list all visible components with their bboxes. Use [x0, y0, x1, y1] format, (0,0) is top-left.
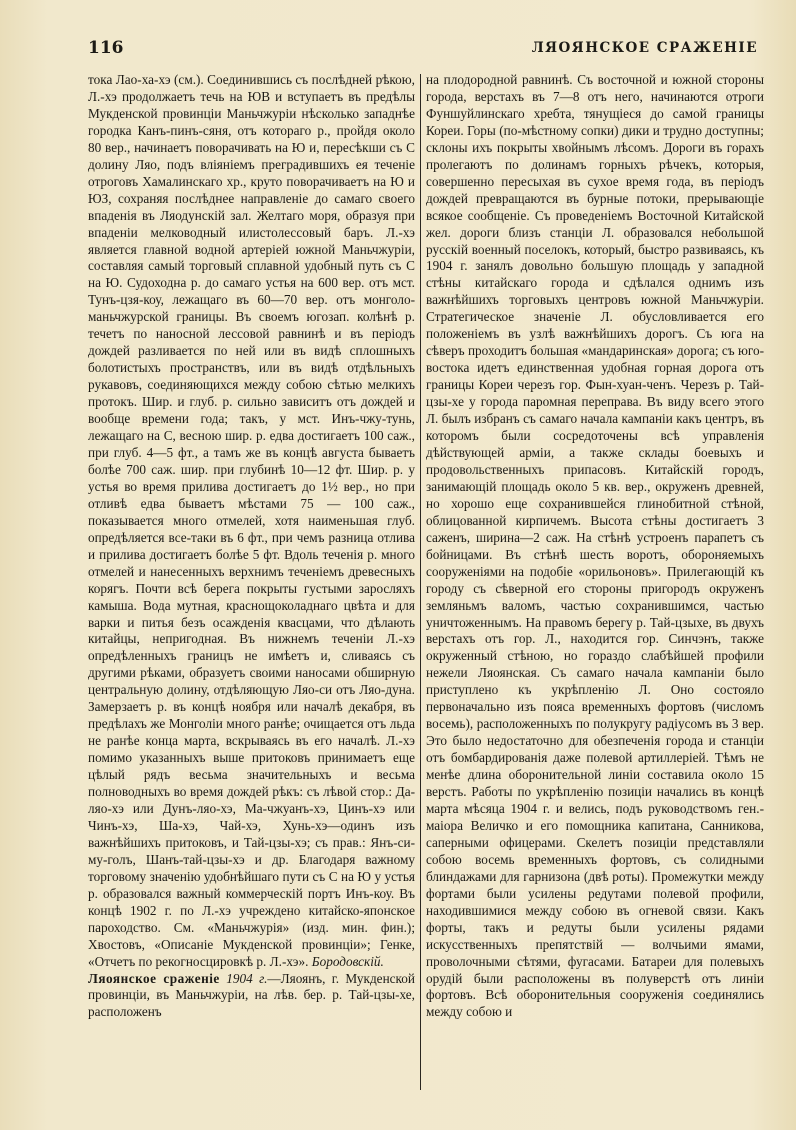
- entry-text: —Ляоянъ, г. Мукденской провинціи, въ Маньчжуріи, на лѣв. бер. р. Тай-цзы-хе, расположенъ: [88, 970, 415, 1020]
- paragraph: [88, 72, 415, 971]
- paragraph-text: тока Лао-ха-хэ (см.). Соединившись съ послѣдней рѣкою, Л.-хэ продолжаетъ течь на ЮВ и вступаетъ въ предѣлы Мукденской провинціи Маньчжуріи нѣсколько западнѣе городка Канъ-пинъ-сяня, отъ котораго р., пройдя около 80 вер., начинаетъ поворачивать на Ю и, пересѣкши съ С долину Ляо, подъ вліяніемъ преградившихъ ея теченіе отроговъ Хамалинскаго хр., круто поворачиваетъ на Ю и ЮЗ, сохраняя послѣднее направленіе до самаго своего впаденія въ Ляодунскій зал. Желтаго моря, образуя при впаденіи мелководный илистолессовый баръ. Л.-хэ является главной водной артеріей южной Маньчжуріи, составляя самый торговый сплавной удобный путь съ С на Ю. Судоходна р. до самаго устья на 600 вер. отъ мст. Тунъ-цзя-коу, лежащаго въ 60—70 вер. отъ монголо-маньчжурской границы. Въ своемъ югозап. колѣнѣ р. течетъ по наносной лессовой равнинѣ и въ періодъ дождей разливается по ней или въ видѣ сплошныхъ болотистыхъ пространствъ, или въ видѣ отдѣльныхъ рукавовъ, соединяющихся между собою сѣтью мелкихъ протокъ. Шир. и глуб. р. сильно зависитъ отъ дождей и вообще времени года; такъ, у мст. Инъ-чжу-тунь, лежащаго на С, весною шир. р. едва достигаетъ 100 саж., при глуб. 4—5 фт., а тамъ же въ концѣ августа бываетъ болѣе 700 саж. шир. при глубинѣ 10—12 фт. Шир. р. у устья во время прилива достигаетъ до 1½ вер., но при отливѣ едва бываетъ мѣстами 75 — 100 саж., показывается много отмелей, хотя наименьшая глуб. опредѣляется все-таки въ 6 фт., при чемъ разница отлива и прилива достигаетъ болѣе 5 фт. Вдоль теченія р. много отмелей и нанесенныхъ верхнимъ теченіемъ древесныхъ корягъ. Почти всѣ берега покрыты густыми заросляхъ камыша. Вода мутная, краснощоколаднаго цвѣта и для варки и питья безъ осажденія квасцами, что дѣлають китайцы, непригодная. Въ нижнемъ теченіи Л.-хэ опредѣленныхъ границъ не имѣетъ и, сливаясь съ другими рѣками, образуетъ своими наносами обширную центральную долину, отдѣляющую Ляо-си отъ Ляо-дуна. Замерзаетъ р. въ концѣ ноября или началѣ декабря, въ предѣлахъ же Монголіи много ранѣе; очищается отъ льда не ранѣе конца марта, вскрываясь въ его началѣ. Л.-хэ помимо указанныхъ выше притоковъ принимаетъ еще цѣлый рядъ весьма значительныхъ и весьма полноводныхъ во время дождей рѣкъ: съ лѣвой стор.: Да-ляо-хэ или Дунъ-ляо-хэ, Ма-чжуанъ-хэ, Цинъ-хэ или Чинъ-хэ, Ша-хэ, Чай-хэ, Хунь-хэ—одинъ изъ важнѣйшихъ притоковъ, и Тай-цзы-хэ; съ прав.: Янъ-си-му-голъ, Шанъ-тай-цзы-хэ и др. Благодаря важному торговому значенію удобнѣйшаго пути съ С на Ю у устья р. образовался важный коммерческій портъ Инъ-коу. Въ концѣ 1902 г. по Л.-хэ учреждено китайско-японское пароходство. См. «Маньчжурія» (изд. мин. фин.); Хвостовъ, «Описаніе Мукденской провинціи»; Генке, «Отчетъ по рекогносцировкѣ р. Л.-хэ».: [88, 72, 415, 969]
- paragraph: [426, 72, 764, 1021]
- page-header: [88, 38, 758, 62]
- entry-paragraph: [88, 971, 415, 1022]
- paragraph-text: на плодородной равнинѣ. Съ восточной и южной стороны города, верстахъ въ 7—8 отъ него, начинаются отроги Фуншуйлинскаго хребта, тянущіеся до самой границы Кореи. Горы (по-мѣстному сопки) дики и трудно доступны; склоны ихъ покрыты хвойнымъ лѣсомъ. Дороги въ горахъ пролегаютъ по долинамъ горныхъ рѣчекъ, которыя, совершенно пересыхая въ сухое время года, въ періодъ дождей превращаются въ бурные потоки, прерывающіе всякое сообщеніе. Съ проведеніемъ Восточной Китайской жел. дороги близъ станціи Л. образовался небольшой русскій военный поселокъ, который, быстро развиваясь, къ 1904 г. занялъ довольно большую площадь у западной стѣны китайскаго города и сдѣлался однимъ изъ важнѣйшихъ торговыхъ центровъ южной Маньчжуріи. Стратегическое значеніе Л. обусловливается его положеніемъ въ узлѣ важнѣйшихъ дорогъ. Съ юга на сѣверъ проходитъ большая «мандаринская» дорога; съ юго-востока идетъ единственная удобная горная дорога отъ границы Кореи черезъ гор. Фын-хуан-ченъ. Черезъ р. Тай-цзы-хе у города паромная переправа. Въ виду всего этого Л. былъ избранъ съ самаго начала кампаніи какъ центръ, въ которомъ были сосредоточены всѣ управленія дѣйствующей арміи, а также склады боевыхъ и продовольственныхъ припасовъ. Китайскій городъ, занимающій площадь около 5 кв. вер., окруженъ древней, но хорошо еще сохранившейся глинобитной стѣной, облицованной кирпичемъ. Высота стѣны достигаетъ 3 саженъ, ширина—2 саж. На стѣнѣ устроенъ парапетъ съ бойницами. Въ стѣнѣ шесть воротъ, обороняемыхъ сооруженіями на подобіе «орильоновъ». Прилегающій къ городу съ сѣверной его стороны пригородъ окруженъ земляньмъ валомъ, частью сохранившимся, частью уничтоженнымъ. На правомъ берегу р. Тай-цзыхе, въ двухъ верстахъ отъ гор. Л., находится гор. Синчэнъ, также окруженный стѣною, но гораздо слабѣйшей профили нежели Ляоянская. Съ самаго начала кампаніи было приступлено къ укрѣпленію Л. Оно состояло первоначально изъ пояса временныхъ фортовъ (числомъ восемь), расположенныхъ по полукругу радіусомъ въ 3 вер. Это было недостаточно для обезпеченія города и станціи отъ бомбардированія даже полевой артиллеріей. Тѣмъ не менѣе длина оборонительной линіи составила около 15 верстъ. Работы по укрѣпленію позиціи начались въ концѣ марта мѣсяца 1904 г. и велись, подъ руководствомъ ген.-маіора Величко и его помощника капитана, Санникова, саперными офицерами. Скелетъ позиціи представляли собою восемь временныхъ фортовъ, съ солидными блиндажами для гарнизона (двѣ роты). Промежутки между фортами были усилены редутами полевой профили, находившимися между собою въ огневой связи. Какъ форты, такъ и редуты были усилены рядами искусственныхъ препятствій — волчьими ямами, проволочными сѣтями, фугасами. Батареи для полевыхъ орудій были расположены въ полуверстѣ отъ линіи фортовъ. Всѣ оборонительныя сооруженія соединялись между собою и: [426, 72, 764, 1020]
- column-divider: [420, 74, 421, 1090]
- author-signature: Бородовскій.: [311, 953, 384, 969]
- text-columns: [88, 72, 764, 1100]
- entry-headword: Ляоянское сраженіе: [88, 970, 220, 986]
- page-number: 116: [88, 38, 124, 58]
- left-column: [88, 72, 415, 1100]
- running-head: ЛЯОЯНСКОЕ СРАЖЕНІЕ: [531, 40, 758, 56]
- right-column: [426, 72, 764, 1100]
- entry-date: 1904 г.: [226, 970, 268, 986]
